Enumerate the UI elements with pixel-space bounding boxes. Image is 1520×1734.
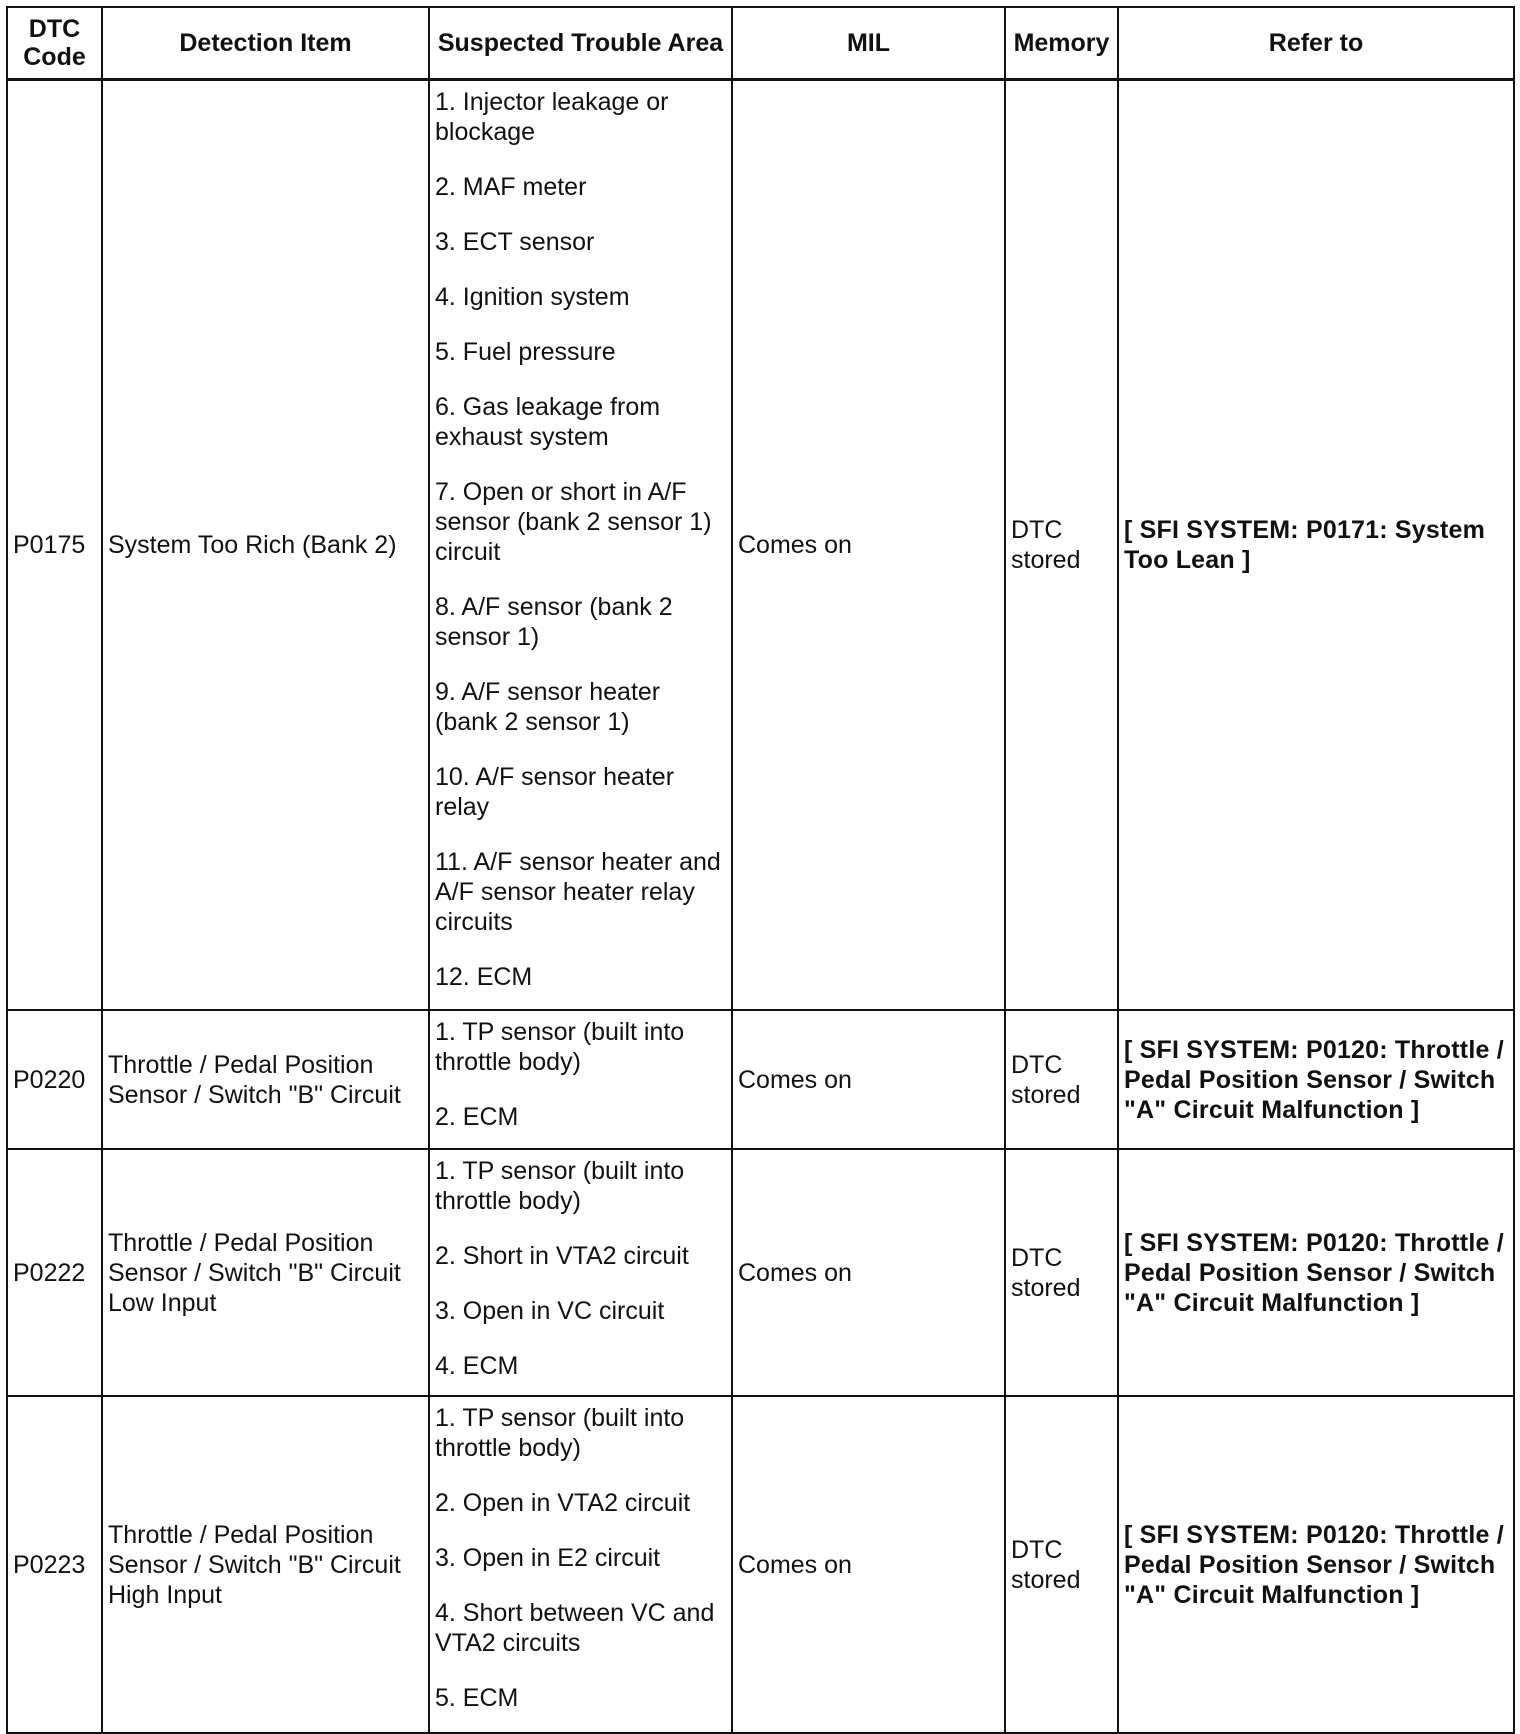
trouble-area-item: 6. Gas leakage from exhaust system [435, 393, 661, 451]
trouble-area-item: 3. ECT sensor [435, 228, 595, 256]
trouble-area-item: 9. A/F sensor heater (bank 2 sensor 1) [435, 678, 661, 736]
trouble-area-item: 8. A/F sensor (bank 2 sensor 1) [435, 593, 673, 651]
trouble-area-list [435, 1017, 726, 1132]
mil-cell: Comes on [732, 1010, 1005, 1149]
trouble-area-item: 4. Ignition system [435, 283, 630, 311]
dtc-code-cell: P0175 [7, 80, 102, 1011]
trouble-area-item: 3. Open in VC circuit [435, 1297, 665, 1325]
dtc-table [6, 6, 1515, 1734]
header-detection-item: Detection Item [102, 7, 429, 80]
trouble-area-item: 4. ECM [435, 1352, 519, 1380]
trouble-area-item: 2. Open in VTA2 circuit [435, 1489, 691, 1517]
mil-cell: Comes on [732, 80, 1005, 1011]
memory-cell: DTC stored [1005, 1396, 1118, 1733]
memory-cell: DTC stored [1005, 1149, 1118, 1396]
trouble-area-item: 5. ECM [435, 1684, 519, 1712]
trouble-area-item: 2. Short in VTA2 circuit [435, 1242, 689, 1270]
dtc-code-cell: P0222 [7, 1149, 102, 1396]
table-row [7, 80, 1514, 1011]
trouble-area-list [435, 1156, 726, 1381]
detection-item-cell: Throttle / Pedal Position Sensor / Switch "B" Circuit High Input [102, 1396, 429, 1733]
trouble-area-item: 4. Short between VC and VTA2 circuits [435, 1599, 715, 1657]
dtc-code-cell: P0223 [7, 1396, 102, 1733]
header-suspected-trouble-area: Suspected Trouble Area [429, 7, 732, 80]
table-row [7, 1396, 1514, 1733]
detection-item-cell: Throttle / Pedal Position Sensor / Switch "B" Circuit [102, 1010, 429, 1149]
trouble-area-item: 7. Open or short in A/F sensor (bank 2 sensor 1) circuit [435, 478, 712, 566]
suspected-trouble-area-cell [429, 1149, 732, 1396]
header-refer-to: Refer to [1118, 7, 1514, 80]
header-memory: Memory [1005, 7, 1118, 80]
table-row [7, 1149, 1514, 1396]
trouble-area-item: 2. ECM [435, 1103, 519, 1131]
memory-cell: DTC stored [1005, 1010, 1118, 1149]
trouble-area-list [435, 1403, 726, 1713]
trouble-area-item: 1. TP sensor (built into throttle body) [435, 1157, 685, 1215]
table-header [7, 7, 1514, 80]
suspected-trouble-area-cell [429, 1396, 732, 1733]
mil-cell: Comes on [732, 1396, 1005, 1733]
header-dtc-code: DTC Code [7, 7, 102, 80]
trouble-area-item: 1. TP sensor (built into throttle body) [435, 1404, 685, 1462]
header-row [7, 7, 1514, 80]
refer-to-cell: [ SFI SYSTEM: P0120: Throttle / Pedal Position Sensor / Switch "A" Circuit Malfunction ] [1118, 1396, 1514, 1733]
dtc-code-cell: P0220 [7, 1010, 102, 1149]
table-body [7, 80, 1514, 1734]
trouble-area-item: 10. A/F sensor heater relay [435, 763, 675, 821]
trouble-area-item: 11. A/F sensor heater and A/F sensor heater relay circuits [435, 848, 721, 936]
detection-item-cell: System Too Rich (Bank 2) [102, 80, 429, 1011]
refer-to-cell: [ SFI SYSTEM: P0120: Throttle / Pedal Position Sensor / Switch "A" Circuit Malfunction ] [1118, 1149, 1514, 1396]
trouble-area-item: 5. Fuel pressure [435, 338, 616, 366]
trouble-area-item: 3. Open in E2 circuit [435, 1544, 661, 1572]
refer-to-cell: [ SFI SYSTEM: P0120: Throttle / Pedal Position Sensor / Switch "A" Circuit Malfunction ] [1118, 1010, 1514, 1149]
mil-cell: Comes on [732, 1149, 1005, 1396]
trouble-area-item: 1. TP sensor (built into throttle body) [435, 1018, 685, 1076]
trouble-area-list [435, 87, 726, 992]
table-row [7, 1010, 1514, 1149]
trouble-area-item: 2. MAF meter [435, 173, 587, 201]
trouble-area-item: 1. Injector leakage or blockage [435, 88, 669, 146]
refer-to-cell: [ SFI SYSTEM: P0171: System Too Lean ] [1118, 80, 1514, 1011]
trouble-area-item: 12. ECM [435, 963, 533, 991]
memory-cell: DTC stored [1005, 80, 1118, 1011]
header-mil: MIL [732, 7, 1005, 80]
suspected-trouble-area-cell [429, 80, 732, 1011]
detection-item-cell: Throttle / Pedal Position Sensor / Switch "B" Circuit Low Input [102, 1149, 429, 1396]
suspected-trouble-area-cell [429, 1010, 732, 1149]
